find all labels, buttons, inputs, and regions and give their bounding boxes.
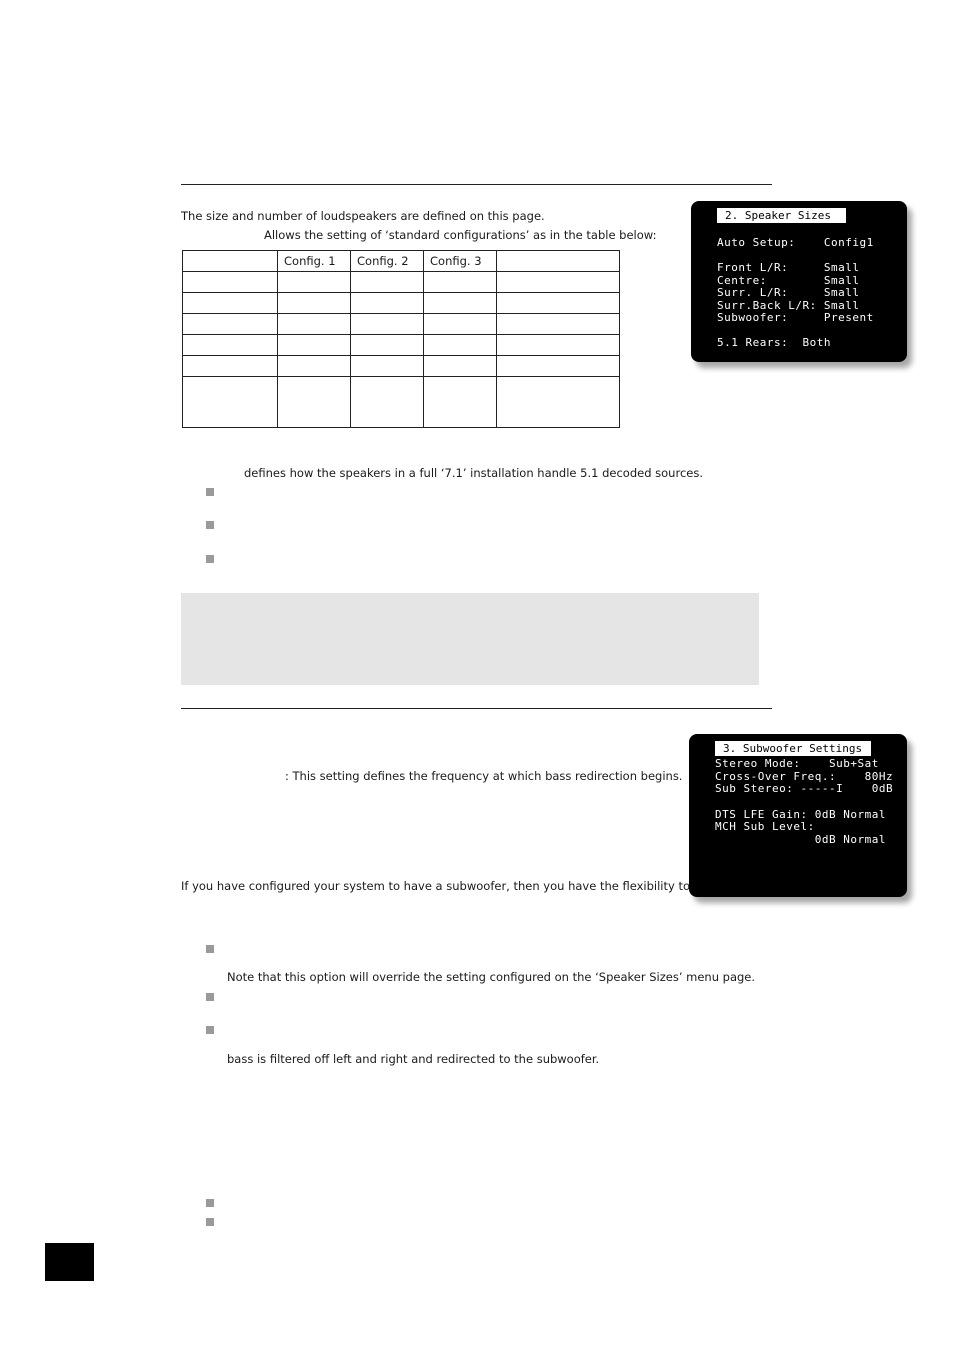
table-row (183, 377, 620, 428)
config-table-header-notes (497, 251, 620, 272)
config-table (182, 250, 620, 428)
speaker-sizes-screen (691, 201, 907, 362)
bullet-square-icon (206, 993, 214, 1001)
subwoofer-intro: If you have configured your system to have a subwoofer, then you have the flexibility to (181, 879, 690, 893)
screen-line-auto-setup: Auto Setup: Config1 (717, 236, 874, 249)
config-table-header-blank (183, 251, 278, 272)
bullet-square-icon (206, 1218, 214, 1226)
screen-line-rears: 5.1 Rears: Both (717, 336, 831, 349)
speaker-sizes-intro: The size and number of loudspeakers are defined on this page. (181, 209, 545, 223)
table-row (183, 314, 620, 335)
screen-line-dts-lfe: DTS LFE Gain: 0dB Normal (715, 808, 886, 821)
config-table-header-row (183, 251, 620, 272)
bullet-square-icon (206, 945, 214, 953)
config-table-header-config1: Config. 1 (278, 251, 351, 272)
subwoofer-settings-screen (689, 734, 907, 897)
table-row (183, 272, 620, 293)
screen-line-centre: Centre: Small (717, 274, 860, 287)
bullet-square-icon (206, 521, 214, 529)
screen-line-front: Front L/R: Small (717, 261, 860, 274)
note-box (181, 593, 759, 685)
override-note: Note that this option will override the setting configured on the ‘Speaker Sizes’ menu page. (227, 970, 756, 984)
bullet-square-icon (206, 555, 214, 563)
screen-line-surr-back: Surr.Back L/R: Small (717, 299, 860, 312)
section-divider-middle (181, 708, 772, 709)
config-table-header-config3: Config. 3 (424, 251, 497, 272)
bass-filtered-text: bass is filtered off left and right and redirected to the subwoofer. (227, 1052, 600, 1066)
screen-line-mch-sub-value: 0dB Normal (715, 833, 886, 846)
section-divider-top (181, 184, 772, 185)
speaker-sizes-screen-title: 2. Speaker Sizes (717, 208, 846, 223)
bullet-square-icon (206, 488, 214, 496)
screen-line-crossover: Cross-Over Freq.: 80Hz (715, 770, 894, 783)
config-table-header-config2: Config. 2 (351, 251, 424, 272)
bullet-square-icon (206, 1199, 214, 1207)
table-row (183, 356, 620, 377)
table-row (183, 293, 620, 314)
screen-line-surr: Surr. L/R: Small (717, 286, 860, 299)
screen-line-sub-stereo: Sub Stereo: -----I 0dB (715, 782, 894, 795)
bullet-square-icon (206, 1026, 214, 1034)
screen-line-subwoofer: Subwoofer: Present (717, 311, 874, 324)
screen-line-mch-sub: MCH Sub Level: (715, 820, 815, 833)
screen-line-stereo-mode: Stereo Mode: Sub+Sat (715, 757, 879, 770)
subwoofer-settings-screen-title: 3. Subwoofer Settings (715, 741, 871, 756)
table-row (183, 335, 620, 356)
page-number-box (45, 1243, 94, 1281)
crossover-description: : This setting defines the frequency at which bass redirection begins. (285, 769, 683, 783)
auto-setup-description: Allows the setting of ‘standard configurations’ as in the table below: (264, 228, 657, 242)
rears-description: defines how the speakers in a full ‘7.1’ installation handle 5.1 decoded sources. (244, 466, 703, 480)
